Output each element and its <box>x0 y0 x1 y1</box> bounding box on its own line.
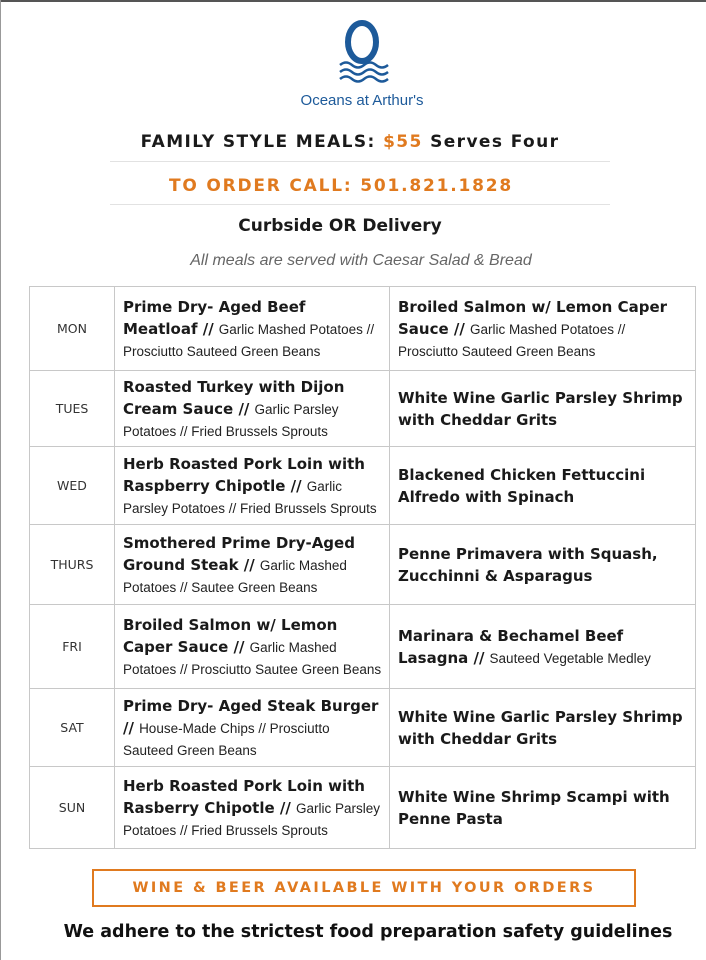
page-top-border <box>0 0 706 2</box>
dish-sides: Garlic Parsley Potatoes // Fried Brussels Sprouts <box>123 800 380 838</box>
service-options: Curbside OR Delivery <box>238 216 442 236</box>
menu-row-mon <box>30 287 696 371</box>
dish-name: Herb Roasted Pork Loin with Raspberry Chipotle // <box>123 454 365 495</box>
menu-row-wed <box>30 447 696 525</box>
dish-name: Prime Dry- Aged Steak Burger // <box>123 696 379 737</box>
dish-sides: Garlic Mashed Potatoes // Prosciutto Sauteed Green Beans <box>398 321 626 359</box>
dish-sides: Garlic Mashed Potatoes // Prosciutto Sautee Green Beans <box>123 639 382 677</box>
dish-sides: Garlic Parsley Potatoes // Fried Brussels Sprouts <box>123 401 339 439</box>
dish-name: Penne Primavera with Squash, Zucchinni & Asparagus <box>398 544 658 585</box>
weekly-menu-table <box>29 286 696 849</box>
dish-name: Roasted Turkey with Dijon Cream Sauce // <box>123 377 345 418</box>
day-label: SAT <box>30 689 115 767</box>
oceans-logo-icon <box>330 20 394 90</box>
meal-option-2 <box>390 287 696 371</box>
day-label: TUES <box>30 371 115 447</box>
meal-option-1 <box>115 605 390 689</box>
headline-prefix: FAMILY STYLE MEALS: <box>140 132 376 152</box>
menu-row-thurs <box>30 525 696 605</box>
menu-row-fri <box>30 605 696 689</box>
dish-sides: Sauteed Vegetable Medley <box>489 650 651 666</box>
dish-name: Marinara & Bechamel Beef Lasagna // <box>398 626 624 667</box>
divider <box>110 204 610 205</box>
meal-option-2 <box>390 525 696 605</box>
day-label: MON <box>30 287 115 371</box>
headline-suffix: Serves Four <box>430 132 560 152</box>
dish-name: White Wine Shrimp Scampi with Penne Pasta <box>398 787 670 828</box>
day-label: WED <box>30 447 115 525</box>
dish-sides: Garlic Parsley Potatoes // Fried Brussels Sprouts <box>123 478 377 516</box>
order-phone-line: TO ORDER CALL: 501.821.1828 <box>168 176 514 196</box>
served-with-note: All meals are served with Caesar Salad & Bread <box>190 252 532 269</box>
meal-option-2 <box>390 767 696 849</box>
divider <box>110 161 610 162</box>
family-meals-headline <box>0 132 700 152</box>
meal-price: $55 <box>383 132 423 152</box>
menu-row-sun <box>30 767 696 849</box>
meal-option-1 <box>115 767 390 849</box>
dish-name: Herb Roasted Pork Loin with Rasberry Chipotle // <box>123 776 365 817</box>
meal-option-1 <box>115 689 390 767</box>
dish-name: Smothered Prime Dry-Aged Ground Steak // <box>123 533 355 574</box>
meal-option-1 <box>115 447 390 525</box>
dish-name: Broiled Salmon w/ Lemon Caper Sauce // <box>398 297 668 338</box>
meal-option-2 <box>390 689 696 767</box>
meal-option-1 <box>115 287 390 371</box>
dish-name: Broiled Salmon w/ Lemon Caper Sauce // <box>123 615 338 656</box>
dish-sides: Garlic Mashed Potatoes // Prosciutto Sauteed Green Beans <box>123 321 375 359</box>
safety-statement: We adhere to the strictest food preparation safety guidelines <box>63 922 673 942</box>
dish-sides: Garlic Mashed Potatoes // Sautee Green Beans <box>123 557 347 595</box>
menu-row-tues <box>30 371 696 447</box>
meal-option-2 <box>390 605 696 689</box>
brand-name: Oceans at Arthur's <box>300 92 424 109</box>
dish-name: White Wine Garlic Parsley Shrimp with Cheddar Grits <box>398 388 683 429</box>
dish-name: Prime Dry- Aged Beef Meatloaf // <box>123 297 306 338</box>
menu-row-sat <box>30 689 696 767</box>
dish-name: Blackened Chicken Fettuccini Alfredo with Spinach <box>398 465 646 506</box>
wine-beer-banner: WINE & BEER AVAILABLE WITH YOUR ORDERS <box>92 869 636 907</box>
meal-option-1 <box>115 371 390 447</box>
dish-sides: House-Made Chips // Prosciutto Sauteed Green Beans <box>123 720 330 758</box>
day-label: FRI <box>30 605 115 689</box>
day-label: SUN <box>30 767 115 849</box>
meal-option-2 <box>390 447 696 525</box>
day-label: THURS <box>30 525 115 605</box>
meal-option-2 <box>390 371 696 447</box>
dish-name: White Wine Garlic Parsley Shrimp with Cheddar Grits <box>398 707 683 748</box>
meal-option-1 <box>115 525 390 605</box>
